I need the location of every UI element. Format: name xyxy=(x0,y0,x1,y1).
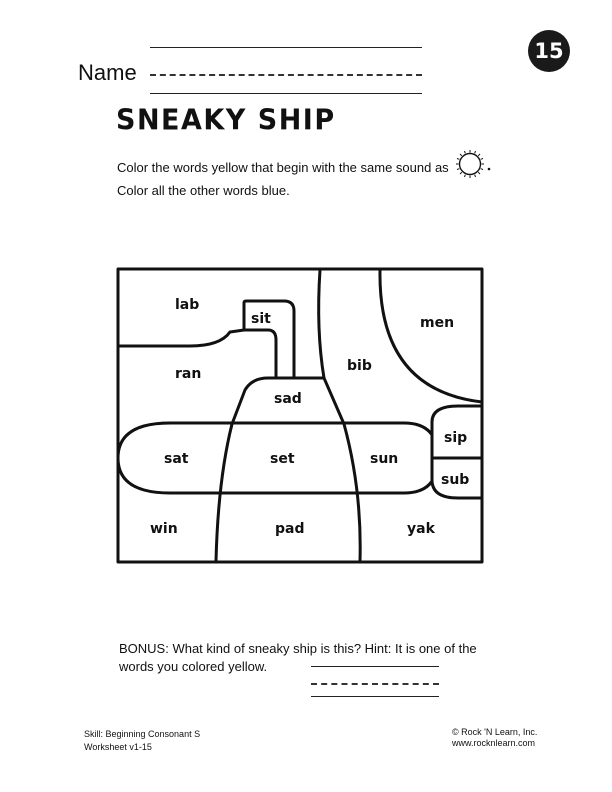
instruction-line-2: Color all the other words blue. xyxy=(117,183,290,198)
bonus-question-line-2: words you colored yellow. xyxy=(119,659,268,674)
bonus-question-line-1: BONUS: What kind of sneaky ship is this? Hint: It is one of the xyxy=(119,641,477,656)
word-set: set xyxy=(270,451,295,467)
word-sad: sad xyxy=(274,391,302,407)
footer-website: www.rocknlearn.com xyxy=(452,738,536,748)
footer-skill: Skill: Beginning Consonant S xyxy=(84,729,201,739)
word-men: men xyxy=(420,315,455,331)
word-sun: sun xyxy=(370,451,399,467)
word-sub: sub xyxy=(441,472,470,488)
footer-worksheet: Worksheet v1-15 xyxy=(84,742,152,752)
name-bottom-line xyxy=(150,93,422,94)
instruction-line-1: Color the words yellow that begin with the same sound as xyxy=(117,160,449,175)
word-win: win xyxy=(150,521,178,537)
answer-top-line xyxy=(311,666,439,667)
worksheet-title: SNEAKY SHIP xyxy=(116,104,336,137)
word-ran: ran xyxy=(175,366,202,382)
page-number-badge: 15 xyxy=(528,30,570,72)
word-yak: yak xyxy=(407,521,435,537)
name-label: Name xyxy=(78,60,137,85)
answer-dashed-line[interactable] xyxy=(311,683,439,685)
word-sip: sip xyxy=(444,430,468,446)
word-lab: lab xyxy=(175,297,200,313)
footer-copyright: © Rock 'N Learn, Inc. xyxy=(452,727,538,737)
color-by-word-puzzle xyxy=(115,266,487,566)
word-sit: sit xyxy=(251,311,271,327)
answer-bottom-line xyxy=(311,696,439,697)
name-dashed-line[interactable] xyxy=(150,74,422,76)
word-bib: bib xyxy=(347,358,372,374)
sun-icon xyxy=(453,149,493,181)
word-pad: pad xyxy=(275,521,305,537)
name-top-line xyxy=(150,47,422,48)
word-sat: sat xyxy=(164,451,189,467)
